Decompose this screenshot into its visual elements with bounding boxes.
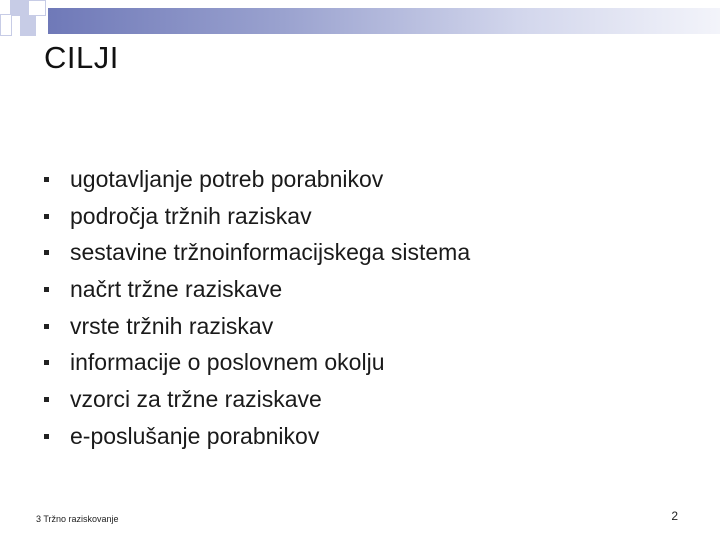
list-item xyxy=(44,308,470,345)
header-gradient-band xyxy=(48,8,720,34)
square-bullet-icon xyxy=(44,177,49,182)
square-bullet-icon xyxy=(44,214,49,219)
footer-chapter-label: 3 Tržno raziskovanje xyxy=(36,514,119,524)
bullet-list xyxy=(44,161,470,455)
decor-square xyxy=(0,14,12,36)
list-item-text: vzorci za tržne raziskave xyxy=(70,385,322,412)
page-number: 2 xyxy=(671,509,678,523)
decor-square xyxy=(28,0,46,16)
list-item-text: področja tržnih raziskav xyxy=(70,202,312,229)
list-item xyxy=(44,381,470,418)
square-bullet-icon xyxy=(44,397,49,402)
list-item xyxy=(44,198,470,235)
list-item-text: e-poslušanje porabnikov xyxy=(70,422,320,449)
list-item-text: vrste tržnih raziskav xyxy=(70,312,274,339)
list-item xyxy=(44,271,470,308)
list-item xyxy=(44,161,470,198)
decor-square xyxy=(20,16,36,36)
list-item xyxy=(44,234,470,271)
decor-square xyxy=(10,0,28,16)
list-item-text: sestavine tržnoinformacijskega sistema xyxy=(70,239,471,266)
list-item-text: ugotavljanje potreb porabnikov xyxy=(70,165,384,192)
square-bullet-icon xyxy=(44,250,49,255)
square-bullet-icon xyxy=(44,287,49,292)
list-item-text: načrt tržne raziskave xyxy=(70,275,283,302)
square-bullet-icon xyxy=(44,360,49,365)
list-item-text: informacije o poslovnem okolju xyxy=(70,349,385,376)
square-bullet-icon xyxy=(44,324,49,329)
slide-title: CILJI xyxy=(44,40,119,75)
list-item xyxy=(44,344,470,381)
square-bullet-icon xyxy=(44,434,49,439)
list-item xyxy=(44,418,470,455)
